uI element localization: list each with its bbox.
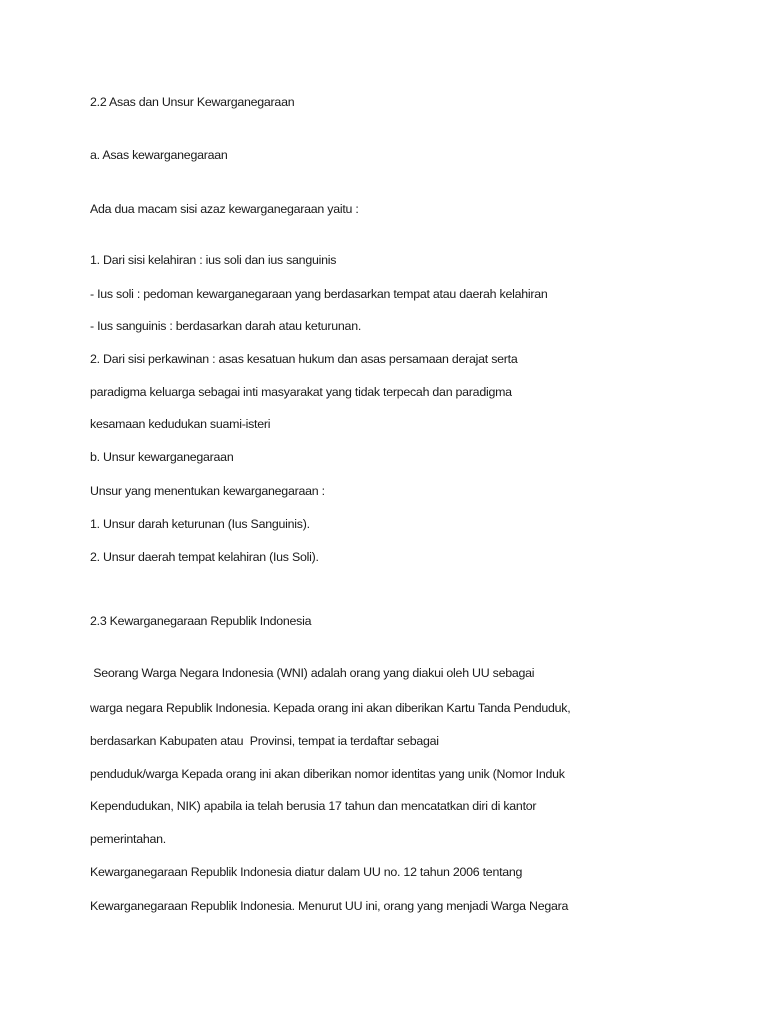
list-item: 1. Dari sisi kelahiran : ius soli dan ius sanguinis xyxy=(90,253,337,267)
list-item: 1. Unsur darah keturunan (Ius Sanguinis). xyxy=(90,517,310,531)
list-item: 2. Unsur daerah tempat kelahiran (Ius Soli). xyxy=(90,550,319,564)
paragraph-line: berdasarkan Kabupaten atau Provinsi, tempat ia terdaftar sebagai xyxy=(90,734,439,748)
paragraph-line: penduduk/warga Kepada orang ini akan diberikan nomor identitas yang unik (Nomor Induk xyxy=(90,767,565,781)
subsection-heading: b. Unsur kewarganegaraan xyxy=(90,450,234,464)
subsection-heading: a. Asas kewarganegaraan xyxy=(90,148,228,162)
paragraph-line: Kependudukan, NIK) apabila ia telah berusia 17 tahun dan mencatatkan diri di kantor xyxy=(90,799,537,813)
paragraph-line: pemerintahan. xyxy=(90,832,166,846)
paragraph-line: kesamaan kedudukan suami-isteri xyxy=(90,417,271,431)
paragraph-line: warga negara Republik Indonesia. Kepada orang ini akan diberikan Kartu Tanda Penduduk, xyxy=(90,701,571,715)
paragraph-line: Ada dua macam sisi azaz kewarganegaraan yaitu : xyxy=(90,202,359,216)
list-item: 2. Dari sisi perkawinan : asas kesatuan hukum dan asas persamaan derajat serta xyxy=(90,352,518,366)
paragraph-line: Unsur yang menentukan kewarganegaraan : xyxy=(90,484,325,498)
paragraph-line: Seorang Warga Negara Indonesia (WNI) adalah orang yang diakui oleh UU sebagai xyxy=(90,666,535,680)
paragraph-line: Kewarganegaraan Republik Indonesia. Menurut UU ini, orang yang menjadi Warga Negara xyxy=(90,899,569,913)
list-item: - Ius sanguinis : berdasarkan darah atau keturunan. xyxy=(90,319,362,333)
section-heading: 2.3 Kewarganegaraan Republik Indonesia xyxy=(90,614,312,628)
paragraph-line: paradigma keluarga sebagai inti masyarakat yang tidak terpecah dan paradigma xyxy=(90,385,512,399)
list-item: - Ius soli : pedoman kewarganegaraan yang berdasarkan tempat atau daerah kelahiran xyxy=(90,287,548,301)
section-heading: 2.2 Asas dan Unsur Kewarganegaraan xyxy=(90,95,295,109)
paragraph-line: Kewarganegaraan Republik Indonesia diatur dalam UU no. 12 tahun 2006 tentang xyxy=(90,865,523,879)
